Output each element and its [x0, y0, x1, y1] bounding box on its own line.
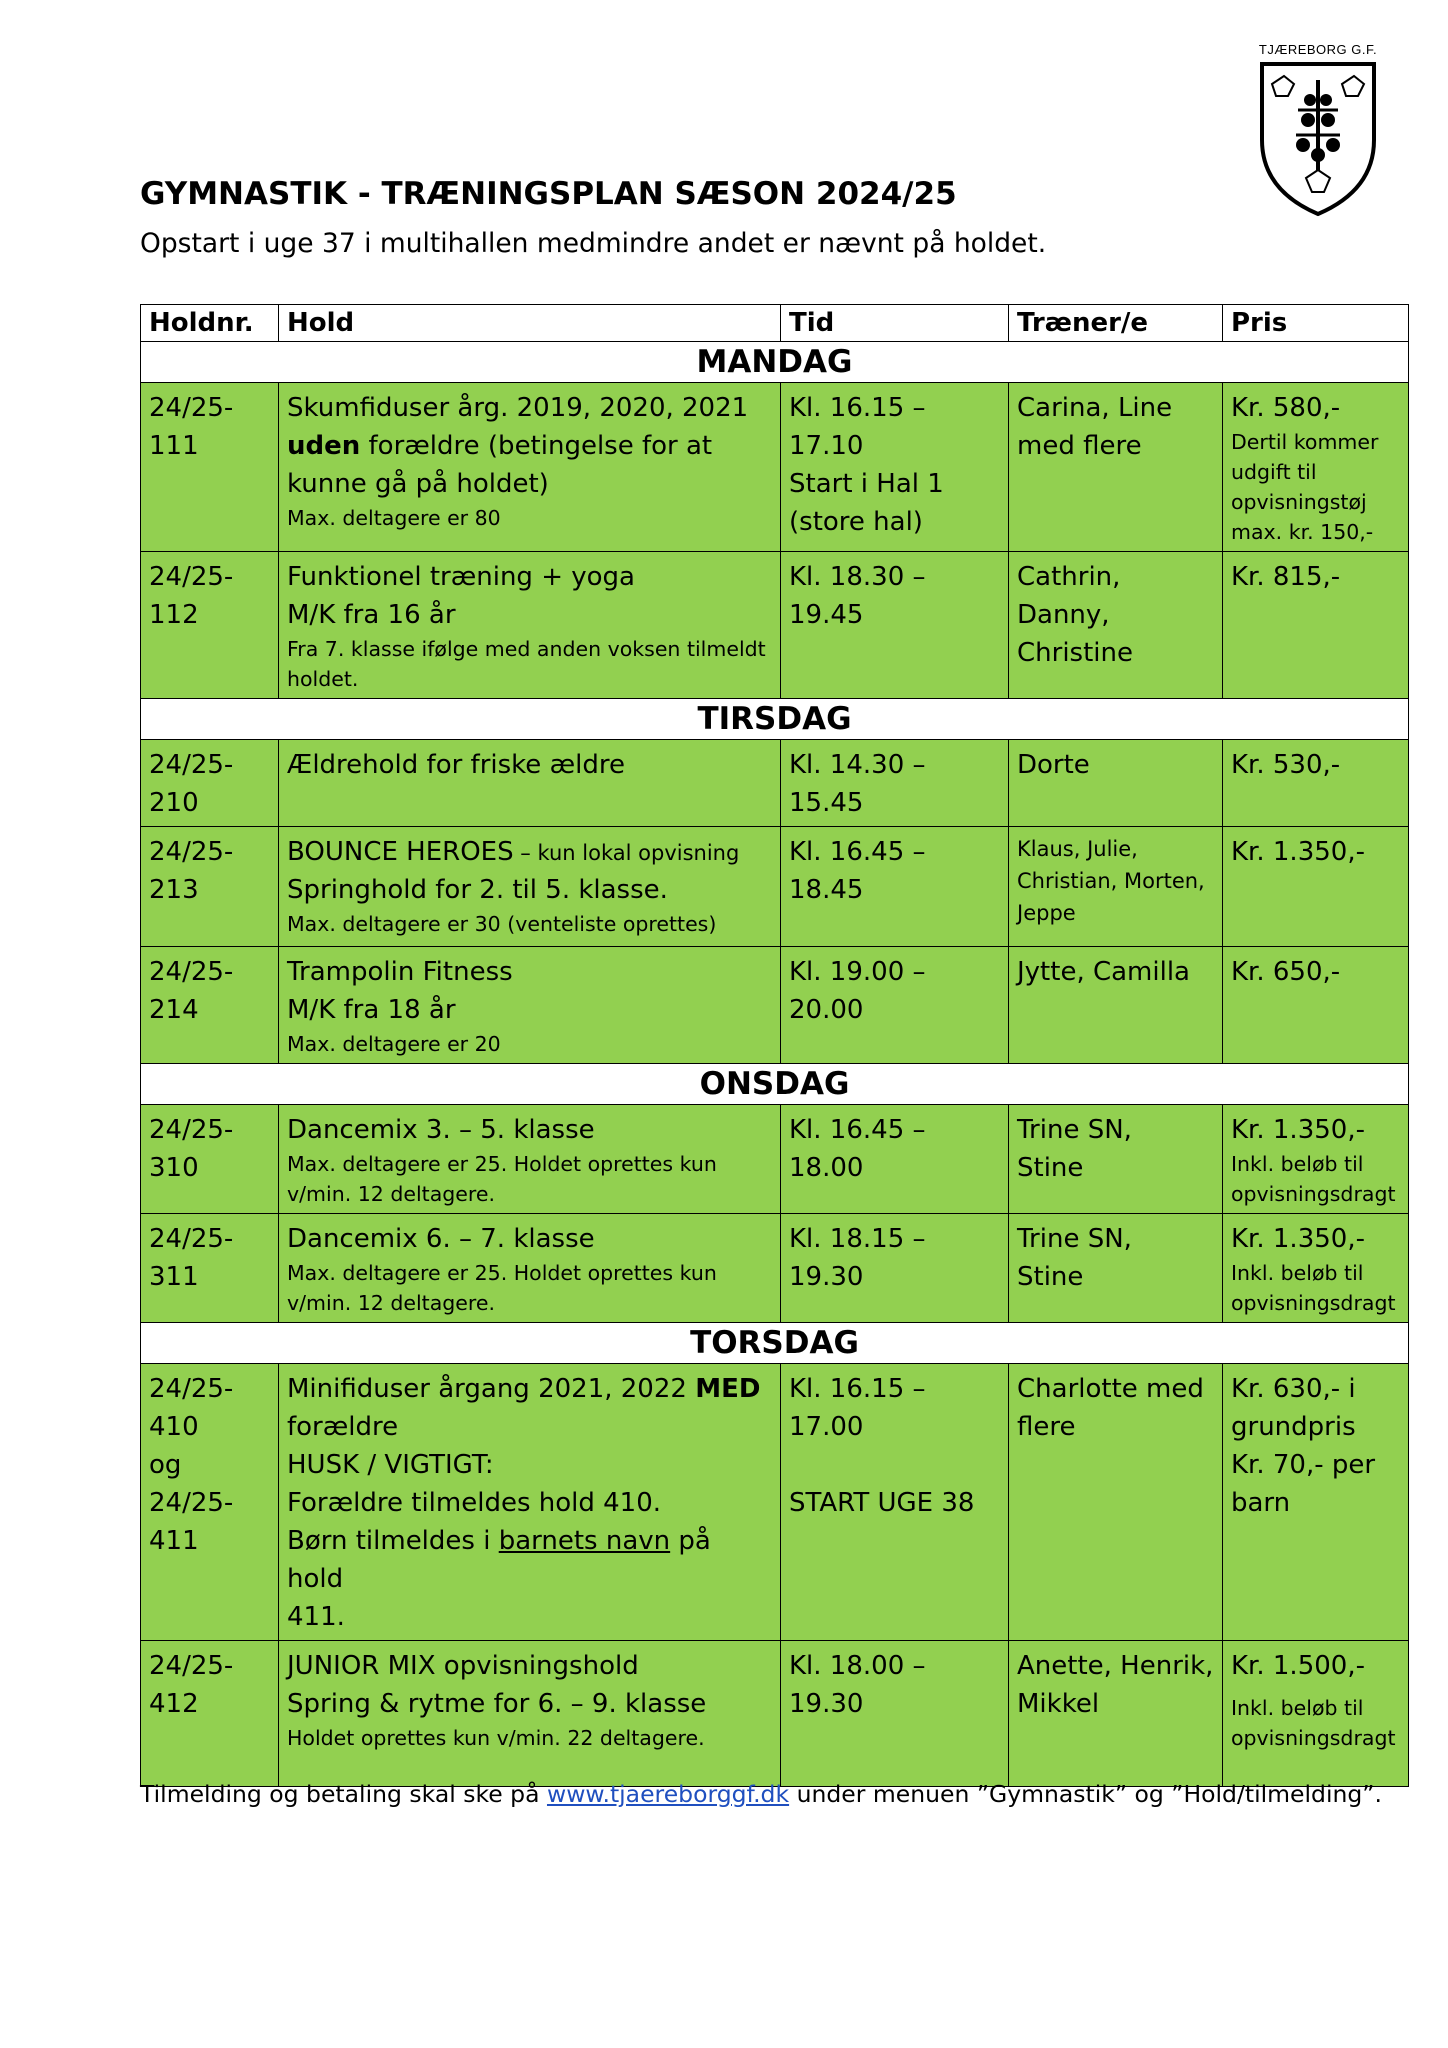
col-holdnr: Holdnr. — [141, 305, 279, 342]
team-number: 24/25- 311 — [141, 1214, 279, 1323]
table-row — [141, 1105, 1409, 1214]
team-description: BOUNCE HEROES – kun lokal opvisning Springhold for 2. til 5. klasse. Max. deltagere er 30 (venteliste oprettes) — [279, 827, 781, 947]
col-tid: Tid — [781, 305, 1009, 342]
team-trainers: Dorte — [1009, 740, 1223, 827]
team-time: Kl. 16.45 – 18.00 — [781, 1105, 1009, 1214]
team-price: Kr. 630,- i grundpris Kr. 70,- per barn — [1223, 1364, 1409, 1641]
col-pris: Pris — [1223, 305, 1409, 342]
table-row — [141, 1364, 1409, 1641]
team-price: Kr. 580,- Dertil kommer udgift til opvisningstøj max. kr. 150,- — [1223, 383, 1409, 552]
table-row — [141, 552, 1409, 699]
team-description: Funktionel træning + yoga M/K fra 16 år Fra 7. klasse ifølge med anden voksen tilmeldt holdet. — [279, 552, 781, 699]
day-row-torsdag — [141, 1323, 1409, 1364]
team-description: Dancemix 3. – 5. klasse Max. deltagere er 25. Holdet oprettes kun v/min. 12 deltagere. — [279, 1105, 781, 1214]
team-description: Ældrehold for friske ældre — [279, 740, 781, 827]
table-row — [141, 1641, 1409, 1787]
team-number: 24/25- 213 — [141, 827, 279, 947]
team-price: Kr. 1.500,- Inkl. beløb til opvisningsdragt — [1223, 1641, 1409, 1787]
team-description: Trampolin Fitness M/K fra 18 år Max. deltagere er 20 — [279, 947, 781, 1064]
team-number: 24/25- 112 — [141, 552, 279, 699]
team-trainers: Trine SN, Stine — [1009, 1214, 1223, 1323]
team-price: Kr. 530,- — [1223, 740, 1409, 827]
team-trainers: Charlotte med flere — [1009, 1364, 1223, 1641]
table-row — [141, 383, 1409, 552]
website-link[interactable]: www.tjaereborggf.dk — [546, 1780, 790, 1808]
team-number: 24/25- 111 — [141, 383, 279, 552]
team-number: 24/25- 214 — [141, 947, 279, 1064]
day-label: ONSDAG — [141, 1064, 1409, 1105]
schedule-table — [140, 304, 1409, 1787]
crest-icon — [1258, 60, 1378, 218]
team-description: Dancemix 6. – 7. klasse Max. deltagere er 25. Holdet oprettes kun v/min. 12 deltagere. — [279, 1214, 781, 1323]
col-traener: Træner/e — [1009, 305, 1223, 342]
team-time: Kl. 14.30 – 15.45 — [781, 740, 1009, 827]
day-row-onsdag — [141, 1064, 1409, 1105]
team-number: 24/25- 310 — [141, 1105, 279, 1214]
team-time: Kl. 18.00 – 19.30 — [781, 1641, 1009, 1787]
team-time: Kl. 18.30 – 19.45 — [781, 552, 1009, 699]
footer-note: Tilmelding og betaling skal ske på www.tjaereborggf.dk under menuen ”Gymnastik” og ”Hold/tilmelding”. — [140, 1780, 1382, 1808]
team-description: Skumfiduser årg. 2019, 2020, 2021 uden forældre (betingelse for at kunne gå på holdet) Max. deltagere er 80 — [279, 383, 781, 552]
page-subtitle: Opstart i uge 37 i multihallen medmindre andet er nævnt på holdet. — [140, 228, 1047, 259]
day-label: TORSDAG — [141, 1323, 1409, 1364]
team-price: Kr. 1.350,- — [1223, 827, 1409, 947]
day-row-tirsdag — [141, 699, 1409, 740]
team-price: Kr. 1.350,- Inkl. beløb til opvisningsdragt — [1223, 1214, 1409, 1323]
table-header-row — [141, 305, 1409, 342]
table-row — [141, 740, 1409, 827]
day-label: MANDAG — [141, 342, 1409, 383]
table-row — [141, 1214, 1409, 1323]
col-hold: Hold — [279, 305, 781, 342]
team-time: Kl. 18.15 – 19.30 — [781, 1214, 1009, 1323]
page-title: GYMNASTIK - TRÆNINGSPLAN SÆSON 2024/25 — [140, 176, 957, 212]
team-description: JUNIOR MIX opvisningshold Spring & rytme for 6. – 9. klasse Holdet oprettes kun v/min. 22 deltagere. — [279, 1641, 781, 1787]
team-trainers: Klaus, Julie, Christian, Morten, Jeppe — [1009, 827, 1223, 947]
team-description: Minifiduser årgang 2021, 2022 MED forældre HUSK / VIGTIGT: Forældre tilmeldes hold 410. Børn tilmeldes i barnets navn på hold 411. — [279, 1364, 781, 1641]
team-number: 24/25- 210 — [141, 740, 279, 827]
table-row — [141, 947, 1409, 1064]
team-time: Kl. 16.15 – 17.00 START UGE 38 — [781, 1364, 1009, 1641]
team-number: 24/25- 412 — [141, 1641, 279, 1787]
team-trainers: Cathrin, Danny, Christine — [1009, 552, 1223, 699]
team-number: 24/25- 410 og 24/25- 411 — [141, 1364, 279, 1641]
logo-text: TJÆREBORG G.F. — [1258, 42, 1378, 57]
team-trainers: Carina, Line med flere — [1009, 383, 1223, 552]
team-time: Kl. 16.15 – 17.10 Start i Hal 1 (store hal) — [781, 383, 1009, 552]
day-label: TIRSDAG — [141, 699, 1409, 740]
table-row — [141, 827, 1409, 947]
team-trainers: Trine SN, Stine — [1009, 1105, 1223, 1214]
team-price: Kr. 650,- — [1223, 947, 1409, 1064]
team-price: Kr. 815,- — [1223, 552, 1409, 699]
team-trainers: Jytte, Camilla — [1009, 947, 1223, 1064]
team-trainers: Anette, Henrik, Mikkel — [1009, 1641, 1223, 1787]
team-price: Kr. 1.350,- Inkl. beløb til opvisningsdragt — [1223, 1105, 1409, 1214]
team-time: Kl. 19.00 – 20.00 — [781, 947, 1009, 1064]
team-time: Kl. 16.45 – 18.45 — [781, 827, 1009, 947]
club-logo — [1246, 42, 1390, 220]
day-row-mandag — [141, 342, 1409, 383]
